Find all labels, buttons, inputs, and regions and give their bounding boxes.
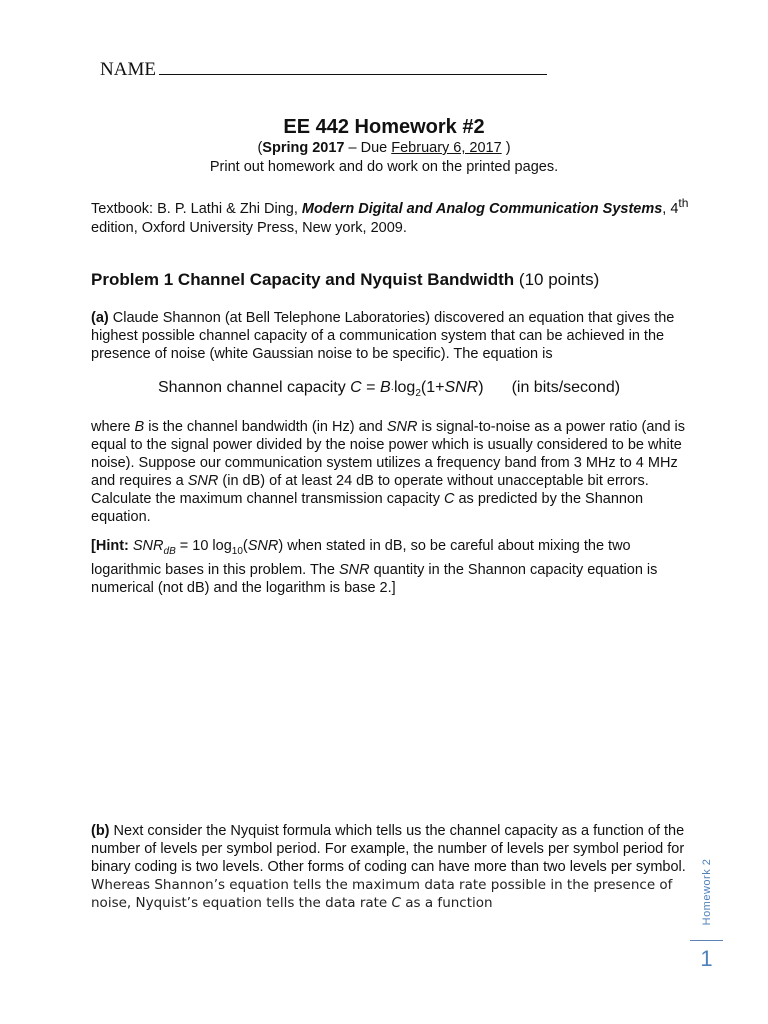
problem-1-points: (10 points) (514, 270, 600, 289)
equation-close: ) (478, 379, 484, 396)
equation-log: log (393, 379, 416, 396)
equation-units: (in bits/second) (511, 379, 621, 396)
textbook-label: Textbook: B. P. Lathi & Zhi Ding, (91, 200, 302, 217)
hint-db-sub: dB (163, 545, 176, 557)
part-b-c: C (391, 895, 401, 911)
where-c: C (443, 491, 455, 507)
textbook-publisher: edition, Oxford University Press, New york, 2009. (91, 219, 407, 236)
term-label: Spring 2017 (262, 140, 345, 156)
hint-text-1: ) when stated in dB, so be careful about mixing the two logarithmic bases in this problem. The (91, 538, 631, 578)
print-instructions: Print out homework and do work on the printed pages. (209, 159, 559, 175)
where-snr-2: SNR (187, 473, 219, 489)
where-snr: SNR (386, 419, 418, 435)
where-b: B (134, 419, 145, 435)
footer-section-label (697, 848, 717, 936)
where-text-1: where (91, 419, 135, 435)
equation-prefix: Shannon channel capacity (158, 379, 351, 396)
hint-snr-3: SNR (338, 561, 370, 578)
part-a-label: (a) (91, 310, 109, 326)
hint-paren: ( (242, 538, 248, 554)
where-text-4: (in dB) of at least 24 dB to operate without unacceptable bit errors. Calculate the maximum channel transmission capacity (91, 473, 649, 507)
name-label: NAME (100, 59, 156, 80)
footer-section-text: Homework 2 (701, 858, 713, 926)
page-number: 1 (700, 946, 713, 971)
where-text-3: is signal-to-noise as a power ratio (and is equal to the signal power divided by the noise power which is usually considered to be white noise). Suppose our communication system utilizes a frequency band from 3 MHz to 4 MHz and requires a (91, 419, 686, 489)
subtitle-open-paren: ( (257, 140, 263, 156)
textbook-title: Modern Digital and Analog Communication Systems (301, 200, 663, 217)
textbook-reference (91, 194, 691, 238)
equation-dot: · (390, 384, 394, 395)
shannon-equation (158, 379, 620, 399)
footer-divider (690, 940, 723, 941)
equation-c: C (350, 379, 362, 396)
problem-1-title: Problem 1 Channel Capacity and Nyquist Bandwidth (91, 270, 515, 289)
part-a-body: Claude Shannon (at Bell Telephone Laboratories) discovered an equation that gives the highest possible channel capacity of a communication system that can be achieved in the presence of noise (white Gaussian noise to be specific). The equation is (91, 310, 675, 362)
name-blank (159, 58, 547, 75)
term-due-line (0, 140, 768, 156)
hint-equals: = 10 log (175, 538, 232, 554)
hint-snr: SNR (132, 538, 164, 554)
part-b-text-1: Next consider the Nyquist formula which tells us the channel capacity as a function of the number of levels per symbol period. For example, the number of levels per symbol period for binary coding is two levels. Other forms of coding can have more than two levels per symbol. (91, 823, 686, 875)
part-a-where-text (91, 418, 691, 526)
equation-snr: SNR (444, 379, 479, 396)
page-title: EE 442 Homework #2 (283, 116, 485, 138)
where-text-5: as predicted by the Shannon equation. (91, 491, 644, 525)
part-b-label: (b) (91, 823, 110, 839)
hint-text (91, 537, 691, 597)
hint-open: [ (91, 538, 96, 554)
name-field-line (100, 58, 547, 81)
textbook-edition: , 4 (662, 200, 679, 217)
equation-b: B (379, 379, 391, 396)
equation-log-base: 2 (415, 388, 421, 400)
part-a-text (91, 309, 691, 363)
where-text-2: is the channel bandwidth (in Hz) and (144, 419, 387, 435)
due-label: – Due (344, 140, 392, 156)
subtitle-close-paren: ) (501, 140, 511, 156)
hint-text-2: quantity in the Shannon capacity equation is numerical (not dB) and the logarithm is base 2.] (91, 561, 658, 596)
equation-equals: = (361, 379, 380, 396)
due-date: February 6, 2017 (391, 140, 502, 156)
part-b-text (91, 822, 691, 912)
part-b-text-2: Whereas Shannon’s equation tells the maximum data rate possible in the presence of noise, Nyquist’s equation tells the data rate (91, 877, 673, 911)
hint-label: Hint: (95, 538, 129, 554)
part-b-text-3: as a function (400, 895, 493, 911)
hint-snr-2: SNR (247, 538, 279, 554)
hint-log-base: 10 (231, 545, 243, 557)
problem-1-heading (91, 270, 599, 290)
textbook-edition-suffix: th (678, 196, 689, 210)
equation-open: (1+ (420, 379, 445, 396)
